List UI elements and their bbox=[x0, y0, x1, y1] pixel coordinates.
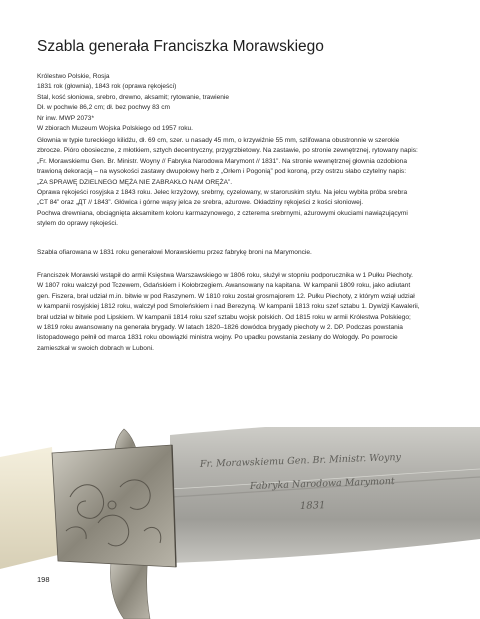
text-line: Szabla ofiarowana w 1831 roku generałowi Morawskiemu przez fabrykę broni na Marymoncie. bbox=[37, 249, 312, 256]
inscription-line: Fabryka Narodowa Marymont bbox=[249, 475, 395, 492]
object-metadata bbox=[37, 72, 457, 134]
text-line: stylem do oprawy rękojeści. bbox=[37, 220, 118, 228]
blade bbox=[170, 427, 480, 563]
inscription-line: 1831 bbox=[299, 500, 326, 512]
description-paragraph bbox=[37, 136, 447, 230]
page-number: 198 bbox=[37, 575, 50, 584]
biography-paragraph bbox=[37, 271, 447, 354]
ivory-grip bbox=[0, 447, 58, 569]
text-line: brał udział w bitwie pod Lipskiem. W kampanii 1814 roku szef sztabu wojsk polskich. Od 1815 roku w armii Królestwa Polskiego; bbox=[37, 313, 411, 321]
text-line: trawioną dekoracją – na wysokości zastawy dwupołowy herb z „Orłem i Pogonią” pod koroną, przy ostrzu słabo czytelny napis: bbox=[37, 168, 407, 176]
text-line: „Fr. Morawskiemu Gen. Br. Ministr. Woyny // Fabryka Narodowa Marymont // 1831”. Na stronie wewnętrznej głownia ozdobiona bbox=[37, 157, 408, 165]
text-line: „CT 84” oraz „ДТ // 1843”. Główica i górne wąsy jelca ze srebra, ażurowe. Okładziny rękojeści z kości słoniowej. bbox=[37, 199, 364, 207]
meta-line: 1831 rok (głownia), 1843 rok (oprawa rękojeści) bbox=[37, 83, 177, 91]
provenance-paragraph bbox=[37, 248, 447, 258]
guard-block bbox=[52, 445, 176, 567]
text-line: w 1819 roku awansowany na generała brygady. W latach 1820–1826 dowódca brygady piechoty w 2. DP. Podczas powstania bbox=[37, 324, 403, 332]
text-line: w kampanii rosyjskiej 1812 roku, walczył pod Smoleńskiem i nad Berezyną. W kampanii 1813 roku szef sztabu 1. Dywizji Kawalerii, bbox=[37, 303, 420, 311]
meta-line: Dł. w pochwie 86,2 cm; dł. bez pochwy 83 cm bbox=[37, 104, 171, 112]
sabre-photo bbox=[0, 427, 480, 619]
text-line: „ZA SPRAWĘ DZIELNEGO MĘŻA NIE ZABRAKŁO NAM ORĘŻA”. bbox=[37, 178, 233, 186]
text-line: Franciszek Morawski wstąpił do armii Księstwa Warszawskiego w 1806 roku, służył w stopniu podporucznika w 1 Pułku Piechoty. bbox=[37, 272, 413, 279]
meta-line: Stal, kość słoniowa, srebro, drewno, aksamit; rytowanie, trawienie bbox=[37, 93, 230, 101]
text-line: Oprawa rękojeści rosyjska z 1843 roku. Jelec krzyżowy, srebrny, cyzelowany, w staroruskim stylu. Na jelcu wybita próba srebra bbox=[37, 189, 408, 197]
text-line: Pochwa drewniana, obciągnięta aksamitem koloru karmazynowego, z czterema srebrnymi, ażurowymi okuciami nawiązującymi bbox=[37, 209, 408, 217]
text-line: gen. Fiszera, brał udział m.in. bitwie w pod Raszynem. W 1810 roku został grosmajorem 12. Pułku Piechoty, z którym wziął udział bbox=[37, 292, 415, 300]
text-line: Głownia w typie tureckiego kilidżu, dł. 69 cm, szer. u nasady 45 mm, o krzywiźnie 55 mm, szlifowana obustronnie w szerokie bbox=[37, 137, 400, 144]
page-title: Szabla generała Franciszka Morawskiego bbox=[37, 38, 324, 55]
text-line: W 1807 roku walczył pod Tczewem, Gdańskiem i Kołobrzegiem. Awansowany na kapitana. W kampanii 1809 roku, jako adiutant bbox=[37, 282, 411, 290]
text-line: listopadowego pełnił od marca 1831 roku obowiązki ministra wojny. Po upadku powstania zesłany do Wołogdy. Po powrocie bbox=[37, 334, 398, 342]
inscription-line: Fr. Morawskiemu Gen. Br. Ministr. Woyny bbox=[199, 451, 402, 470]
meta-line: W zbiorach Muzeum Wojska Polskiego od 1957 roku. bbox=[37, 125, 194, 133]
text-line: zbrocze. Pióro obosieczne, z młotkiem, sztych decentryczny, przygrzbietowy. Na zastawie, po stronie zewnętrznej, rytowany napis: bbox=[37, 147, 418, 155]
text-line: zamieszkał w swoich dobrach w Luboni. bbox=[37, 344, 154, 352]
meta-line: Nr inw. MWP 2073* bbox=[37, 114, 95, 122]
meta-line: Królestwo Polskie, Rosja bbox=[37, 73, 110, 80]
